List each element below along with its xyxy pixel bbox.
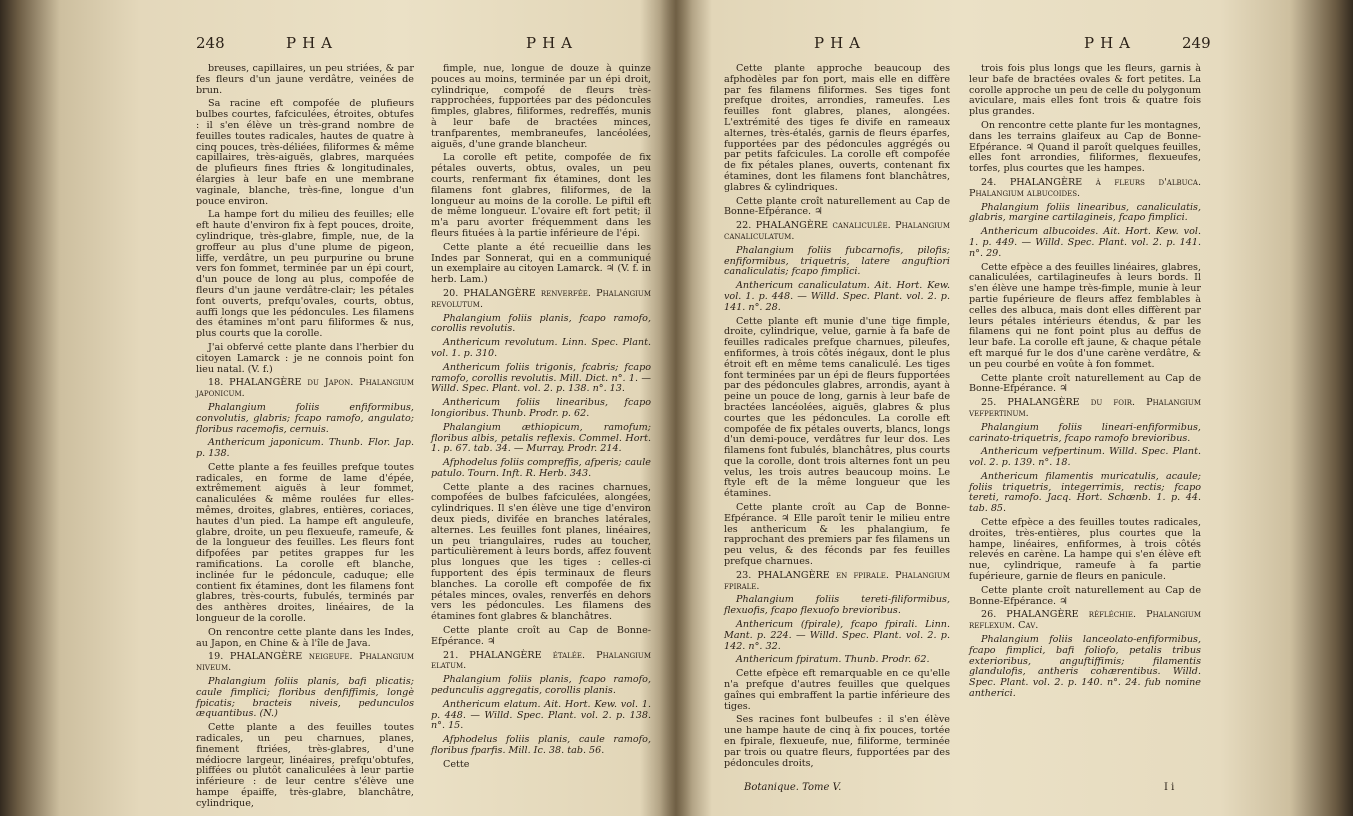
paragraph: fimple, nue, longue de douze à quinze pouces au moins, terminée par un épi droit, cylindrique, compofé de fleurs très-rapprochées, fupportées par des pédoncules fimples, glabres, filiformes, redreffés, munis à leur bafe de bractées minces, tranfparentes, membraneufes, lancéolées, aiguës, d'une grande blancheur.: [431, 63, 651, 150]
paragraph: Phalangium foliis lineari-enfiformibus, carinato-triquetris, fcapo ramofo brevioribus.: [969, 421, 1201, 444]
paragraph: Cette plante a été recueillie dans les Indes par Sonnerat, qui en a communiqué un exemplaire au citoyen Lamarck. ♃ (V. f. in herb. Lam.): [431, 241, 652, 286]
left-column-1: [196, 63, 414, 809]
paragraph: breuses, capillaires, un peu striées, & par fes fleurs d'un jaune verdâtre, veinées de brun.: [196, 63, 414, 96]
paragraph: Cette plante a des racines charnues, compofées de bulbes fafciculées, alongées, cylindriques. Il s'en élève une tige d'environ deux pieds, divifée en branches latérales, alternes. Les feuilles font planes, linéaires, un peu triangulaires, rudes au toucher, particulièrement à leurs bords, affez fouvent plus longues que les tiges : celles-ci fupportent des épis terminaux de fleurs blanches. La corolle eft compofée de fix pétales minces, ovales, renverfés en dehors vers les pédoncules. Les filamens des étamines font glabres & blanchâtres.: [431, 481, 651, 623]
paragraph: Anthericum revolutum. Linn. Spec. Plant. vol. 1. p. 310.: [431, 337, 651, 359]
running-header-right: PHA: [526, 34, 579, 52]
paragraph: 20. PHALANGÈRE renverfée. Phalangium revolutum.: [431, 287, 651, 310]
paragraph: La corolle eft petite, compofée de fix pétales ouverts, obtus, ovales, un peu courts, renfermant fix étamines, dont les filamens font glabres, filiformes, de la longueur au moins de la corolle. Le piftil eft de même longueur. L'ovaire eft fort petit; il m'a paru avorter fréquemment dans les fleurs fituées à la partie inférieure de l'épi.: [431, 152, 651, 239]
paragraph: Phalangium foliis fubcarnofis, pilofis; enfiformibus, triquetris, latere anguftiori canaliculatis; fcapo fimplici.: [724, 244, 950, 278]
paragraph: 21. PHALANGÈRE étalée. Phalangium elatum.: [431, 649, 651, 672]
paragraph: Phalangium foliis lanceolato-enfiformibus, fcapo fimplici, bafi foliofo, petalis tribus exterioribus, anguftiffimis; filamentis glandulofis, antheris cohærentibus. Willd. Spec. Plant. vol. 2. p. 140. n°. 24. fub nomine antherici.: [969, 634, 1201, 700]
paragraph: Cette efpèce eft remarquable en ce qu'elle n'a prefque d'autres feuilles que quelques gaînes qui embraffent la partie inférieure des tiges.: [724, 668, 950, 712]
paragraph: Phalangium foliis planis, fcapo ramofo, corollis revolutis.: [431, 312, 651, 335]
paragraph: Cette plante a fes feuilles prefque toutes radicales, en forme de lame d'épée, extrêmement aiguës à leur fommet, canaliculées & même roulées fur elles-mêmes, droites, glabres, entières, coriaces, hautes d'un pied. La hampe eft anguleufe, glabre, droite, un peu flexueufe, rameufe, & de la longueur des feuilles. Les fleurs font difpofées par petites grappes fur les ramifications. La corolle eft blanche, inclinée fur le pédoncule, caduque; elle contient fix étamines, dont les filamens font glabres, très-courts, fubulés, terminés par des anthères droites, linéaires, de la longueur de la corolle.: [196, 461, 414, 625]
paragraph: Anthericum albucoides. Ait. Hort. Kew. vol. 1. p. 449. — Willd. Spec. Plant. vol. 2. p. 141. n°. 29.: [969, 226, 1201, 259]
paragraph: Afphodelus foliis planis, caule ramofo, floribus fparfis. Mill. Ic. 38. tab. 56.: [431, 734, 651, 757]
paragraph: Cette plante a des feuilles toutes radicales, un peu charnues, planes, finement ftriées, très-glabres, d'une médiocre largeur, linéaires, prefqu'obtufes, pliffées ou plutôt canaliculées à leur partie inférieure : de leur centre s'élève une hampe épaiffe, très-glabre, blanchâtre, cylindrique,: [196, 722, 414, 809]
paragraph: Anthericum vefpertinum. Willd. Spec. Plant. vol. 2. p. 139. n°. 18.: [969, 446, 1201, 469]
paragraph: Cette efpèce a des feuilles linéaires, glabres, canaliculées, cartilagineufes à leurs bords. Il s'en élève une hampe très-fimple, munie à leur partie fupérieure de fleurs affez femblables à celles des albuca, mais dont elles diffèrent par leurs pétales intérieurs étendus, & par les filamens qui ne font point plus au deffus de leur bafe. La corolle eft jaune, & chaque pétale eft marqué fur le dos d'une carène verdâtre, & un peu courbé en voûte à fon fommet.: [969, 261, 1201, 370]
paragraph: Phalangium foliis linearibus, canaliculatis, glabris, margine cartilagineis, fcapo fimplici.: [969, 201, 1201, 224]
right-page: [724, 34, 1214, 808]
paragraph: Afphodelus foliis compreffis, afperis; caule patulo. Tourn. Inft. R. Herb. 343.: [431, 457, 651, 479]
paragraph: Anthericum elatum. Ait. Hort. Kew. vol. 1. p. 448. — Willd. Spec. Plant. vol. 2. p. 138. n°. 15.: [431, 698, 651, 732]
paragraph: 18. PHALANGÈRE du Japon. Phalangium japonicum.: [196, 377, 414, 400]
book-gutter: [660, 0, 692, 816]
paragraph: Phalangium foliis planis, fcapo ramofo, pedunculis aggregatis, corollis planis.: [431, 674, 651, 697]
page-number: 248: [196, 34, 225, 52]
paragraph: Cette plante croît naturellement au Cap de Bonne-Efpérance. ♃: [724, 195, 950, 218]
signature-right: I i: [1164, 782, 1175, 793]
paragraph: La hampe fort du milieu des feuilles; elle eft haute d'environ fix à fept pouces, droite, cylindrique, très-glabre, fimple, nue, de la groffeur au plus d'une plume de pigeon, liffe, verdâtre, un peu purpurine ou brune vers fon fommet, terminée par un épi court, d'un pouce de long au plus, compofée de fleurs d'un jaune verdâtre-clair; les pétales font ouverts, prefqu'ovales, courts, obtus, auffi longs que les pédoncules. Les filamens des étamines m'ont paru filiformes & nus, plus courts que la corolle.: [196, 209, 414, 340]
paragraph: Anthericum filamentis muricatulis, acaule; foliis triquetris, integerrimis, rectis; fcapo tereti, ramofo. Jacq. Hort. Schœnb. 1. p. 44. tab. 85.: [969, 470, 1201, 515]
right-column-1: [724, 64, 950, 779]
paragraph: 26. PHALANGÈRE réfléchie. Phalangium reflexum. Cav.: [969, 609, 1201, 632]
paragraph: Cette plante croît naturellement au Cap de Bonne-Efpérance. ♃: [969, 584, 1201, 607]
paragraph: Anthericum fpiratum. Thunb. Prodr. 62.: [736, 654, 930, 666]
paragraph: Phalangium æthiopicum, ramofum; floribus albis, petalis reflexis. Commel. Hort. 1. p. 67. tab. 34. — Murray. Prodr. 214.: [431, 421, 651, 455]
paragraph: 23. PHALANGÈRE en fpirale. Phalangium fpirale.: [724, 569, 950, 592]
paragraph: Anthericum foliis linearibus, fcapo longioribus. Thunb. Prodr. p. 62.: [431, 397, 651, 419]
paragraph: Cette plante croît au Cap de Bonne-Efpérance. ♃: [431, 625, 651, 647]
paragraph: Cette plante croît naturellement au Cap de Bonne-Efpérance. ♃: [969, 372, 1201, 395]
paragraph: 19. PHALANGÈRE neigeufe. Phalangium niveum.: [196, 651, 414, 674]
paragraph: 22. PHALANGÈRE canaliculée. Phalangium canaliculatum.: [724, 220, 950, 242]
paragraph: Anthericum canaliculatum. Ait. Hort. Kew. vol. 1. p. 448. — Willd. Spec. Plant. vol. 2. p. 141. n°. 28.: [724, 280, 950, 313]
running-header-left: PHA: [814, 34, 867, 52]
paragraph: Sa racine eft compofée de plufieurs bulbes courtes, fafciculées, étroites, obtufes : il s'en élève un très-grand nombre de feuilles toutes radicales, hautes de quatre à cinq pouces, très-déliées, filiformes & même capillaires, très-aiguës, glabres, marquées de plufieurs fines ftries & longitudinales, élargies à leur bafe en une membrane vaginale, blanche, très-fine, longue d'un pouce environ.: [196, 98, 414, 207]
paragraph: Cette: [443, 758, 470, 770]
paragraph: trois fois plus longs que les fleurs, garnis à leur bafe de bractées ovales & fort petites. La corolle approche un peu de celle du polygonum aviculare, mais elles font trois & quatre fois plus grandes.: [969, 63, 1201, 118]
right-column-2: [969, 64, 1201, 779]
paragraph: 24. PHALANGÈRE à fleurs d'albuca. Phalangium albucoides.: [969, 176, 1201, 199]
paragraph: Anthericum (fpirale), fcapo fpirali. Linn. Mant. p. 224. — Willd. Spec. Plant. vol. 2. p. 142. n°. 32.: [724, 619, 950, 652]
paragraph: 25. PHALANGÈRE du foir. Phalangium vefpertinum.: [969, 397, 1201, 419]
running-header-left: PHA: [286, 34, 339, 52]
paragraph: Phalangium foliis planis, bafi plicatis; caule fimplici; floribus denfiffimis, longè fpicatis; bracteis niveis, pedunculos æquantibus. (N.): [196, 676, 414, 720]
running-header-right: PHA: [1084, 34, 1137, 52]
paragraph: J'ai obfervé cette plante dans l'herbier du citoyen Lamarck : je ne connois point fon lieu natal. (V. f.): [196, 341, 414, 375]
paragraph: Cette efpèce a des feuilles toutes radicales, droites, très-entières, plus courtes que la hampe, linéaires, enfiformes, à trois côtés relevés en carène. La hampe qui s'en élève eft nue, cylindrique, rameufe à fa partie fupérieure, garnie de fleurs en panicule.: [969, 517, 1201, 583]
paragraph: On rencontre cette plante dans les Indes, au Japon, en Chine & à l'île de Java.: [196, 626, 414, 649]
paragraph: Anthericum japonicum. Thunb. Flor. Jap. p. 138.: [196, 437, 414, 460]
left-page: [196, 34, 652, 809]
signature-left: Botanique. Tome V.: [744, 782, 842, 793]
paragraph: Phalangium foliis enfiformibus, convolutis, glabris; fcapo ramofo, angulato; floribus racemofis, cernuis.: [196, 401, 414, 435]
paragraph: Cette plante croît au Cap de Bonne-Efpérance. ♃ Elle paroît tenir le milieu entre les anthericum & les phalangium, fe rapprochant des premiers par fes filamens un peu velus, & des féconds par fes feuilles prefque charnues.: [724, 502, 950, 568]
left-column-2: [431, 64, 651, 799]
paragraph: Phalangium foliis tereti-filiformibus, flexuofis, fcapo flexuofo brevioribus.: [724, 594, 950, 617]
paragraph: Cette plante eft munie d'une tige fimple, droite, cylindrique, velue, garnie à fa bafe de feuilles radicales prefque charnues, pileufes, enfiformes, à trois côtés inégaux, dont le plus étroit eft en même tems canaliculé. Les tiges font terminées par un épi de fleurs fupportées par des pédoncules glabres, arrondis, ayant à peine un pouce de long, garnis à leur bafe de bractées lancéolées, aiguës, glabres & plus courtes que les pédoncules. La corolle eft compofée de fix pétales ouverts, blancs, longs d'un demi-pouce, verdâtres fur leur dos. Les filamens font fubulés, blanchâtres, plus courts que la corolle, dont trois alternes font un peu velus, les trois autres beaucoup moins. Le ftyle eft de la même longueur que les étamines.: [724, 315, 950, 500]
paragraph: Cette plante approche beaucoup des afphodèles par fon port, mais elle en diffère par fes filamens filiformes. Ses tiges font prefque droites, arrondies, rameufes. Les feuilles font glabres, planes, alongées. L'extrémité des tiges fe divife en rameaux alternes, très-étalés, garnis de fleurs éparfes, fupportées par des pédoncules aggrégés ou par petits fafcicules. La corolle eft compofée de fix pétales planes, ouverts, contenant fix étamines, dont les filamens font blanchâtres, glabres & cylindriques.: [724, 63, 950, 193]
paragraph: On rencontre cette plante fur les montagnes, dans les terrains glaifeux au Cap de Bonne-Efpérance. ♃ Quand il paroît quelques feuilles, elles font arrondies, filiformes, flexueufes, torfes, plus courtes que les hampes.: [969, 119, 1201, 175]
paragraph: Anthericum foliis trigonis, fcabris; fcapo ramofo, corollis revolutis. Mill. Dict. n°. 1. — Willd. Spec. Plant. vol. 2. p. 138. n°. 13.: [431, 361, 651, 395]
paragraph: Ses racines font bulbeufes : il s'en élève une hampe haute de cinq à fix pouces, tortée en fpirale, flexueufe, nue, filiforme, terminée par trois ou quatre fleurs, fupportées par des pédoncules droits,: [724, 714, 950, 769]
page-number: 249: [1182, 34, 1211, 52]
